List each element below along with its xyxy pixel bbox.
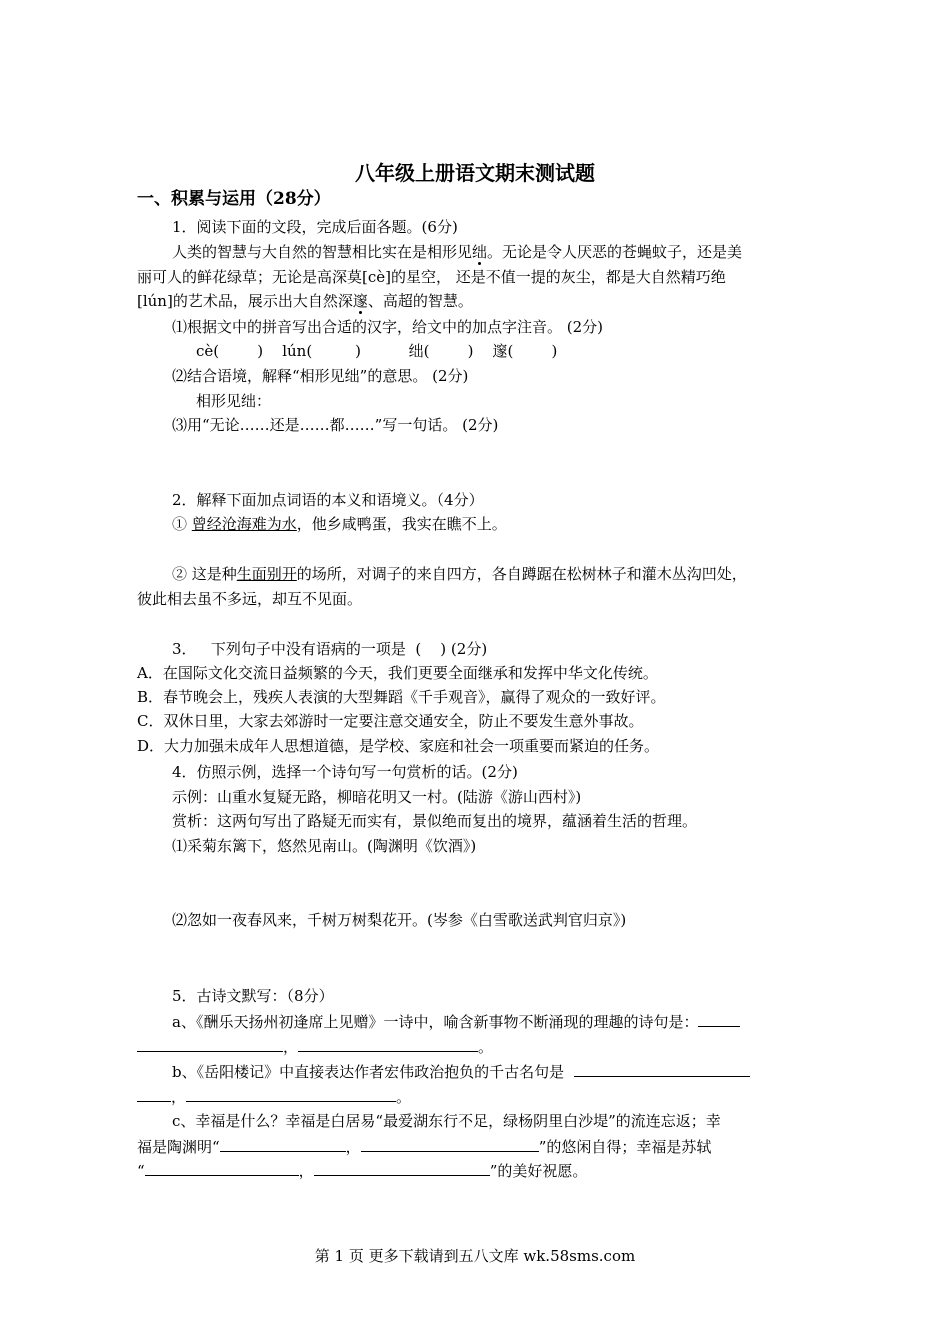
q2-stem: 2．解释下面加点词语的本义和语境义。（4分）	[172, 491, 484, 509]
page-footer: 第 1 页 更多下载请到五八文库 wk.58sms.com	[314, 1247, 636, 1265]
q5-c-line1: c、幸福是什么？幸福是白居易“最爱湖东行不足，绿杨阴里白沙堤”的流连忘返；幸	[172, 1112, 721, 1130]
q1-sub1: ⑴根据文中的拼音写出合适的汉字，给文中的加点字注音。 (2分)	[172, 318, 604, 336]
q1-dotted-char: 绌	[472, 243, 488, 261]
q2-sentence-text: ② 这是种	[172, 565, 237, 583]
q1-passage-line2: 丽可人的鲜花绿草；无论是高深莫[cè]的星空， 还是不值一提的灰尘，都是大自然精巧绝	[137, 268, 726, 286]
answer-blank[interactable]	[137, 1085, 171, 1102]
q1-pinyin-row: cè( ) lún( ) 绌( ) 邃( )	[196, 342, 558, 360]
q1-passage-line1	[172, 241, 742, 263]
q5-a-line1	[172, 1010, 740, 1032]
q1-dotted-char: 邃	[352, 292, 368, 310]
q3-option-a: A．在国际文化交流日益频繁的今天，我们更要全面继承和发挥中华文化传统。	[137, 664, 658, 682]
q1-passage-text: 人类的智慧与大自然的智慧相比实在是相形见	[172, 243, 473, 261]
q2-underlined-phrase: 生面别开	[236, 565, 297, 583]
answer-blank[interactable]	[314, 1159, 490, 1176]
q2-sentence-text: 的场所，对调子的来自四方，各自蹲踞在松树林子和灌木丛沟凹处，	[296, 565, 747, 583]
answer-blank[interactable]	[137, 1035, 283, 1052]
q5-b-line2	[137, 1085, 411, 1107]
q5-c-text: ”的美好祝愿。	[489, 1162, 588, 1180]
q5-c-line2	[137, 1135, 711, 1157]
section-heading: 一、积累与运用（28分）	[137, 189, 331, 209]
q1-passage-line3	[137, 290, 473, 312]
q2-sentence1	[172, 513, 507, 535]
punctuation: ，	[298, 1162, 314, 1180]
q2-marker: ①	[172, 515, 192, 533]
q4-example: 示例：山重水复疑无路，柳暗花明又一村。(陆游《游山西村》)	[172, 788, 582, 806]
q1-sub2-answer: 相形见绌：	[196, 392, 272, 410]
punctuation: 。	[478, 1038, 494, 1056]
q3-option-d: D．大力加强未成年人思想道德，是学校、家庭和社会一项重要而紧迫的任务。	[137, 737, 660, 755]
answer-blank[interactable]	[220, 1135, 346, 1152]
punctuation: 。	[396, 1088, 412, 1106]
q1-sub3: ⑶用“无论……还是……都……”写一句话。 (2分)	[172, 416, 499, 434]
punctuation: ，	[171, 1088, 187, 1106]
page-title: 八年级上册语文期末测试题	[355, 161, 595, 185]
q2-sentence2	[172, 563, 747, 585]
q5-c-text: “	[137, 1162, 145, 1180]
q4-item2: ⑵忽如一夜春风来，千树万树梨花开。(岑参《白雪歌送武判官归京》)	[172, 911, 627, 929]
q1-passage-text: 、高超的智慧。	[367, 292, 473, 310]
q2-underlined-phrase: 曾经沧海难为水	[191, 515, 297, 533]
q2-sentence2-line2: 彼此相去虽不多远，却互不见面。	[137, 590, 363, 608]
q5-c-text: ”的悠闲自得；幸福是苏轼	[538, 1138, 712, 1156]
q1-passage-text: [lún]的艺术品，展示出大自然深	[137, 292, 353, 310]
answer-blank[interactable]	[186, 1085, 396, 1102]
q4-analysis: 赏析：这两句写出了路疑无而实有，景似绝而复出的境界，蕴涵着生活的哲理。	[172, 812, 698, 830]
answer-blank[interactable]	[574, 1060, 750, 1077]
q1-stem: 1．阅读下面的文段，完成后面各题。(6分)	[172, 218, 458, 236]
answer-blank[interactable]	[698, 1010, 740, 1027]
q1-passage-text: 。无论是令人厌恶的苍蝇蚊子，还是美	[487, 243, 743, 261]
q5-b-text: b、《岳阳楼记》中直接表达作者宏伟政治抱负的千古名句是	[172, 1063, 565, 1081]
q3-stem: 3． 下列句子中没有语病的一项是 ( ) (2分)	[172, 640, 488, 658]
q5-a-text: a、《酬乐天扬州初逢席上见赠》一诗中，喻含新事物不断涌现的理趣的诗句是：	[172, 1013, 699, 1031]
q5-c-text: 福是陶渊明“	[137, 1138, 220, 1156]
q4-item1: ⑴采菊东篱下，悠然见南山。(陶渊明《饮酒》)	[172, 837, 477, 855]
punctuation: ，	[345, 1138, 361, 1156]
answer-blank[interactable]	[361, 1135, 539, 1152]
q5-stem: 5．古诗文默写：（8分）	[172, 987, 334, 1005]
q1-sub2: ⑵结合语境，解释“相形见绌”的意思。 (2分)	[172, 367, 469, 385]
q5-a-line2	[137, 1035, 493, 1057]
answer-blank[interactable]	[145, 1159, 299, 1176]
q4-stem: 4．仿照示例，选择一个诗句写一句赏析的话。(2分)	[172, 763, 518, 781]
q3-option-c: C．双休日里，大家去郊游时一定要注意交通安全，防止不要发生意外事故。	[137, 712, 644, 730]
q5-c-line3	[137, 1159, 587, 1181]
q2-sentence-text: ，他乡咸鸭蛋，我实在瞧不上。	[296, 515, 507, 533]
answer-blank[interactable]	[298, 1035, 478, 1052]
punctuation: ，	[283, 1038, 299, 1056]
q3-option-b: B．春节晚会上，残疾人表演的大型舞蹈《千手观音》，赢得了观众的一致好评。	[137, 688, 666, 706]
q5-b-line1	[172, 1060, 750, 1082]
